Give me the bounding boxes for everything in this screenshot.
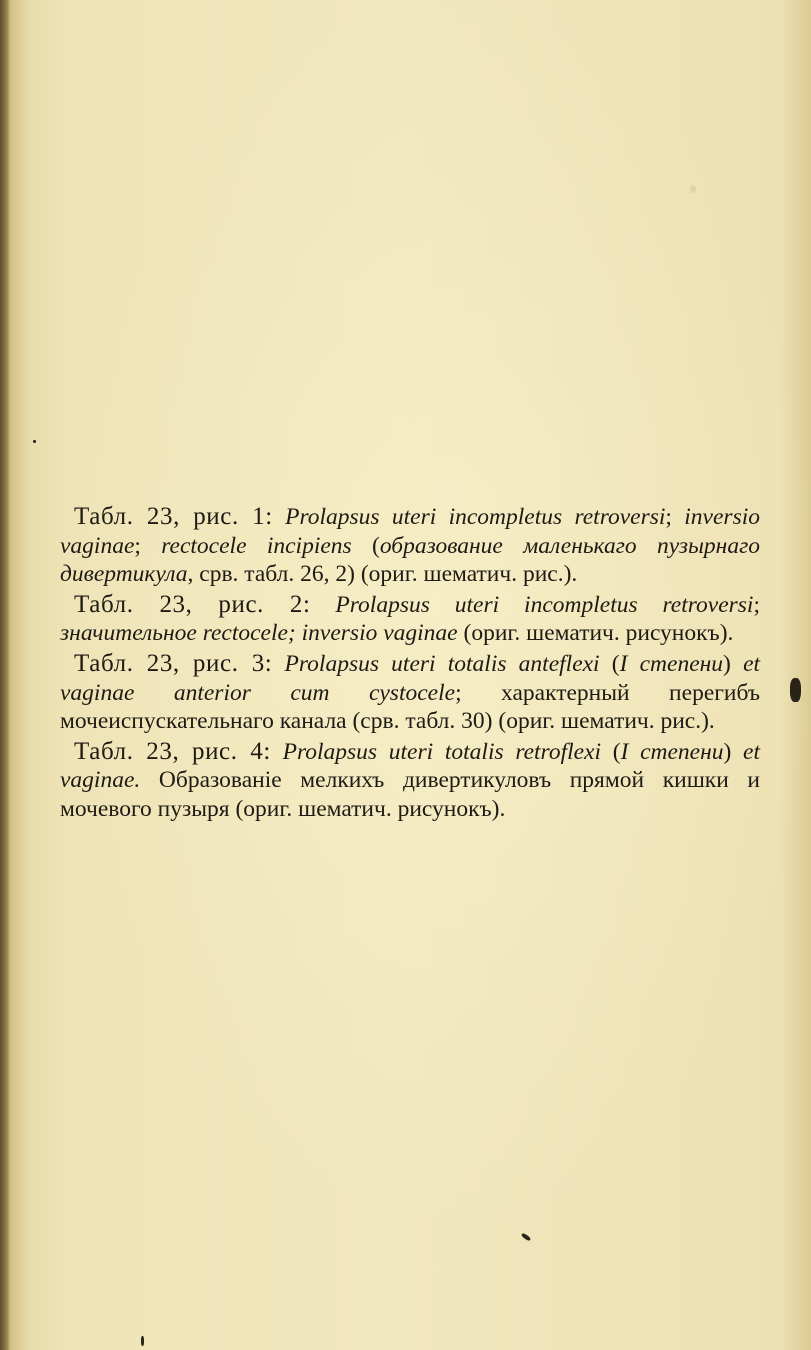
caption-text: (ориг. шематич. рисунокъ). (457, 620, 734, 647)
ink-speck (33, 440, 36, 443)
latin-term: et vaginae anterior cum cystocele (60, 650, 761, 706)
italic-description: образование маленькаго пузырнаго дивертикула (60, 532, 761, 588)
latin-term: Prolapsus uteri incompletus retroversi (285, 504, 666, 530)
italic-description: значительное (60, 620, 197, 647)
paper-stain (690, 185, 696, 193)
latin-term: Prolapsus uteri totalis retroflexi (282, 738, 602, 765)
latin-term: Prolapsus uteri totalis anteflexi (284, 650, 600, 677)
caption-text: ) (723, 738, 744, 765)
figure-reference: Табл. 23, рис. 2: (74, 590, 311, 618)
latin-term: inversio vaginae (60, 504, 760, 559)
figure-reference: Табл. 23, рис. 4: (74, 737, 271, 765)
caption-entry-3 (60, 650, 760, 736)
figure-reference: Табл. 23, рис. 1: (74, 503, 273, 530)
italic-description: I степени (620, 738, 724, 765)
separator: ; (665, 504, 685, 530)
latin-term: rectocele incipiens (161, 532, 352, 559)
figure-captions (60, 503, 760, 824)
latin-term: Prolapsus uteri incompletus retroversi (335, 591, 754, 618)
caption-text: ( (601, 738, 621, 765)
separator: ; (753, 591, 760, 618)
caption-text: , срв. табл. 26, 2) (ориг. шематич. рис.). (187, 561, 578, 588)
separator: ; (134, 532, 162, 559)
caption-text: Образованіе мелкихъ дивертикуловъ прямой кишки и мочевого пузыря (ориг. шематич. рисунокъ). (60, 767, 760, 822)
caption-text: ; характерный перегибъ мочеиспускательнаго канала (срв. табл. 30) (ориг. шематич. рис.). (60, 679, 760, 735)
caption-entry-2 (60, 591, 760, 648)
caption-text: ( (351, 532, 380, 559)
figure-reference: Табл. 23, рис. 3: (74, 649, 273, 677)
latin-term: rectocele; inversio vaginae (196, 620, 458, 647)
caption-entry-1 (60, 503, 760, 589)
italic-description: I степени (619, 650, 724, 677)
latin-term: et vaginae. (60, 738, 761, 794)
caption-entry-4 (60, 738, 760, 824)
caption-text: ( (599, 650, 620, 677)
caption-text: ) (723, 650, 744, 677)
ink-speck (141, 1336, 144, 1346)
ink-speck (521, 1232, 531, 1241)
ink-speck (790, 678, 801, 702)
page-binding-edge (0, 0, 10, 1350)
